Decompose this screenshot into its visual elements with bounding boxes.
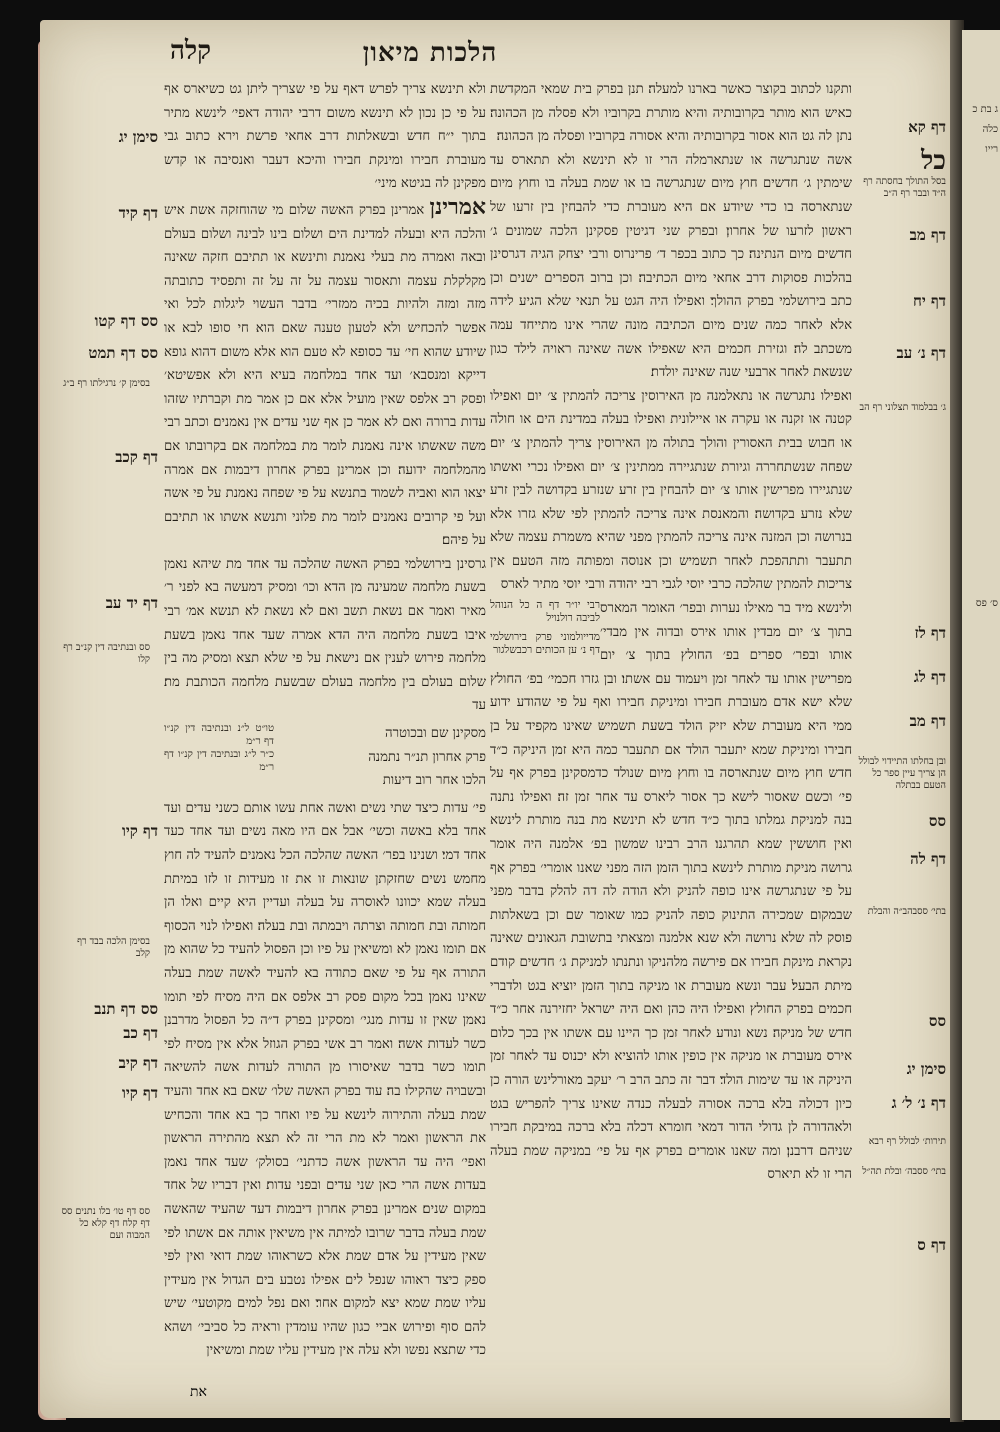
margin-reference: דף נ׳ עב (896, 344, 946, 362)
facing-page-fragment: רייו (985, 144, 998, 155)
margin-reference: סס דף תנב (94, 1000, 158, 1018)
margin-note: בסל התולך בחסתה רף ה״ד ובבר רף ה״ב (863, 176, 946, 199)
margin-reference: סס דף קטו (94, 312, 158, 330)
margin-reference: דף קיד (118, 204, 158, 222)
margin-reference: דף מב (909, 712, 946, 730)
margin-note: בסימן הלכה בבד רף קלב (77, 936, 150, 959)
inline-side-note: טו״ט ל״נ ובנתיבה דין קנ״ו דף ר״מ (164, 723, 274, 748)
margin-note: ובן בחלתו התיידוי לבולל הן צריך עיין ספר כל הטעם בבתלה (858, 756, 946, 791)
margin-reference: סס (928, 812, 946, 830)
inline-line: מסקינן שם ובכוטרה (384, 726, 486, 742)
running-title: הלכות מיאון (362, 38, 498, 68)
inline-note: רבי יו״ר דף ה כל הנוהל לביבה רולנויל (490, 599, 600, 625)
inline-side-note: כ״ר ל״ג ובנתיבה דין קנ״ו דף ר״מ (164, 749, 274, 774)
margin-reference: דף מב (909, 226, 946, 244)
margin-note: בתי׳ ססבהב״ה והבלת (867, 906, 946, 917)
paragraph-text: אמרינן בפרק האשה שלום מי שהוחזקה אשת איש והלכה היא ובעלה למדינת הים ושלום בינו לבינה ושלום בעולם ובאה ואמרה מת בעלי נאמנת ותינשא או תתיבם חזקה שאינה מקלקלת עצמה ותאסור עצמה על זה על זה ותפסיד כתובתה מזה ומזה ולהיות בכיה ממזרי׳ בדבר העשוי ליגלות לכל ואי אפשר להכחיש ולא לטעון טענה שאם הוא חי סופו לבא או שיודע שהוא חי׳ עד כסופא לא טעם הוא אלא משום דהוא גופא דייקא ומנסבא׳ ועד אחד במלחמה בעיא היא ולא אפשיטא׳ ופסק רב אלפס שאין מועיל אלא אם כן אמר מת וקברתיו שזהו עדות ברורה ואם לא אמר כן אף שני עדים אין נאמנים׃ וכתב רבי משה שאשתו אינה נאמנת לומר מת במלחמה אם בקרובתו אם מהמלחמה ידועה׃ וכן אמרינן בפרק אחרון דיבמות אם אמרה יצאו הוא ואביה לשמוד בתנשא על פי שפחה נאמנת על פי אשה ועל פי קרובים נאמנים לומר מת פלוני ותנשא אשתו או תתיבם על פיהם׃ (164, 202, 486, 549)
margin-reference: דף קיו (121, 1084, 158, 1102)
margin-reference: כל (921, 146, 946, 176)
inline-line: פרק אחרון תנ״ר נתמנה (368, 749, 486, 765)
margin-reference: דף לה (910, 850, 946, 868)
margin-reference: סס דף תמט (88, 344, 158, 362)
inline-block-notes (164, 722, 274, 793)
margin-note: תירות׳ לבולל רף רבא (868, 1136, 946, 1147)
paragraph: ותקנו לכתוב בקוצר כאשר בארנו למעלה׃ תנן בפרק בית שמאי המקדשת כאיש הוא מותר בקרובותיה והיא מותרת בקרוביו ולא פסלה מן הכהונה׃ נתן לה גט הוא אסור בקרובותיה והיא אסורה בקרוביו ופסלה מן הכהונה׃ (490, 82, 852, 145)
running-header (150, 38, 710, 78)
margin-reference: דף לז (914, 624, 946, 642)
paragraph: גרסינן בירושלמי בפרק האשה שהלכה עד אחד מת שיהא נאמן בשעת מלחמה שמעינה מן הדא וכו׳ ומסיק דמעשה בא לפני ר׳ מאיר ואמר אם נשאת תשב ואם לא נשאת לא תנשא אמ׳ רבי איבו בשעת מלחמה היה הדא אמרה שעד אחד נאמן בשעת מלחמה פירוש לענין אם נישאת על פי שלא תצא ומסיק מה בין שלום בעולם בין מלחמה בעולם שבשעת מלחמה הכותבת מת׃ עד (164, 556, 486, 714)
facing-page-edge (962, 30, 1000, 1420)
margin-note: סס ובנתיבה דין קנ״ב רף קלו (63, 642, 150, 665)
margin-note: בסימן ק׳ נרגילתו רף ב״ג (63, 378, 150, 389)
inline-line: הלכו אחר רוב דיעות (382, 773, 486, 789)
margin-note: ג׳ בבלמוד תצלוני רף הב (859, 402, 946, 413)
margin-reference: דף יד עב (105, 594, 158, 612)
paragraph: ואפילו נתגרשה או נתאלמנה מן האירוסין צריכה להמתין צ׳ יום ואפילו קטנה או זקנה או עקרה או איילונית ואפילו בעלה במדינת הים או חולה או חבוש בבית האסורין והולך בתולה מן האירוסין צריך להמתין צ׳ יום׃ שפחה שנשתחררה וגיורת שנתגיירה ממתינין צ׳ יום ואפילו נכרי ואשתו שנתגיירו מפרישין אותו צ׳ יום להבחין בין זרע שנזרע בקדושה לבין זרע שלא נזרע בקדושה׃ והמאנסת אינה צריכה להמתין לפי שלא גזרו אלא בנרושה וכן המזנה אינה צריכה להמתין מפני שהיא משמרת עצמה שלא תתעבר ותתהפכת לאחר תשמיש וכן אנוסה ומפותה מזה הטעם אין צריכות להמתין שהלכה כרבי יוסי לגבי רבי יהודה ורבי יוסי מתיר לארס (490, 388, 852, 593)
main-column-left (164, 78, 486, 1418)
paragraph: פי׳ עדות כיצד שתי נשים ואשה אחת עשו אותם כשני עדים ועד אחד בלא באשה וכשי׳ אבל אם היו מאה נשים ועד אחד כעד אחד דמי׃ ושנינו בפר׳ האשה שהלכה הכל נאמנים להעיד לה חוץ מחמש נשים שחזקתן שונאות זו את זו מעידות זו לזו במיתת בעלה שמא יכוונו לאוסרה על בעלה ועדיין היא קיים ואלו הן חמותה ובת חמותה וצרתה ויבמתה ובת בעלה׃ ואפילו לנוי הכסוף אם תומו נאמן לא ומשיאין על פיו וכן הפסול להעיד כל שהוא מן התורה אף על פי שאם כתודה בא להעיד לאשה שמת בעלה שאינו נאמן בכל מקום פסק רב אלפס אם היה מסיח לפי תומו נאמן שאין זו עדות מנגי׳ ומסקינן בפרק ד״ה כל הפסול מדרבנן כשר לעדות אשה׃ ואמר רב אשי בפרק הגוזל אלא אין מסיח לפי תומו כשר בדבר שאיסורו מן התורה לעדות אשה להשיאה ובשבויה שהקילו בה׃ עוד בפרק האשה שלו׳ שאם בא אחד והעיד שמת בעלה והתירוה לינשא על פיו ואחר כך בא אחד והכחיש את הראשון ואמר לא מת הרי זה לא תצא מהתירה הראשון ואפי׳ היה עד הראשון אשה כדתני׳ בסולק׳ שעד אחד נאמן בעדות אשה הרי כאן שני עדים ובפני עדות׃ ואין דבריו של אחד במקום שנים׃ אמרינן בפרק אחרון דיבמות דעד שהעיד שהאשה שמת בעלה בדבר שרובו למיתה אין משיאין אותה אם אשתו לפי שאין מעידין על אדם שמת אלא כשראוהו שמת דואי ואין לפי ספק כיצד ראוהו שנפל לים אפילו נטבע בים הגדול אין מעידין עליו שמת שמא יצא למקום אחר׃ ואם נפל למים מקוטעי׳ שיש להם סוף ופירוש אביי כגון שהיו עומדין וראיה כל סביבי׳ ושהא כדי שתצא נפשו ולא עלה אין מעידין עליו שמת ומשיאין (164, 800, 486, 1359)
right-margin (856, 0, 950, 1432)
inline-block-text (282, 722, 486, 793)
margin-reference: סס (928, 1012, 946, 1030)
inline-note: מדייולמוני פרק בירושלמי דף נ׳ ען הכותים רכבשלגור (490, 631, 600, 657)
catchword: את (190, 1384, 207, 1400)
margin-reference: דף קא (908, 118, 946, 136)
paragraph: ולא תינשא צריך לפרש דאף על פי שצריך ליתן גט כשיארס אף על פי כן נכון לא תינשא משום דרבי יהודה דאפי׳ לינשא מתיר בתוך י״ח חדש ובשאלתות דרב אחאי פרשת וירא כתוב גבי מעוברת חבירו ומינקת חבירו והיכא דעבר ואנסיבה או קדש מפקינן לה בגיטא מיני׳ (164, 82, 486, 192)
margin-reference: דף יח (912, 292, 946, 310)
left-margin (58, 0, 162, 1432)
paragraph (164, 193, 486, 553)
main-column-right (490, 78, 852, 1418)
folio-number: קלה (170, 36, 212, 66)
margin-note: סס דף טו׳ בלו נתנים סס דף קלח דף קלא כל המבוה ועם (61, 1206, 150, 1241)
margin-reference: דף לג (913, 668, 946, 686)
margin-reference: דף קיו (121, 822, 158, 840)
margin-reference: דף כב (123, 1024, 158, 1042)
margin-reference: דף קכב (115, 448, 158, 466)
facing-page-fragment: כלה (982, 124, 998, 135)
margin-note: בתי׳ ססבה׳ ובלת תה״ל (862, 1166, 946, 1177)
margin-reference: דף קיב (118, 1054, 158, 1072)
inline-block (164, 722, 486, 793)
facing-page-fragment: ג בת כ (972, 104, 998, 115)
paragraph: אשה שנתגרשה או שנתארמלה הרי זו לא תינשא ולא תתארס עד שימתין ג׳ חדשים חוץ מיום שנתגרשה בו או שמת בעלה בו וחוץ מיום שנתארסה בו כדי שיודע אם היא מעוברת כדי להבחין בין זרעו של ראשון לזרעו של אחרון׃ ובפרק שני דגיטין פסקינן הלכה שמונים ג׳ חדשים מיום הנתינה׃ כך כתוב בכפר ד׳ פרינרוס ורבי יצחק הגיה דגרסינן בהלכות פסוקות דרב אחאי מיום הכתיבה׃ וכן ברוב הספרים ישנים וכן כתב בירושלמי בפרק ההולך׃ ואפילו היה הגט על תנאי שלא הגיע לידה אלא לאחר כמה שנים מיום הכתיבה מונה שהרי אינו מתייחד עמה משכתב לה׃ וגזירת חכמים היא שאפילו אשה שאינה ראויה לילד כגון שנשאת לאחר ארבעי שנה שאינה יולדת׃ (490, 152, 852, 381)
margin-reference: דף ס (917, 1236, 946, 1254)
margin-reference: סימן יג (906, 1060, 946, 1078)
margin-reference: סימן יג (118, 128, 158, 146)
facing-page-fragment: ס׳ פס (975, 598, 998, 609)
paragraph: ולינשא מיד בר מאילו נערות ובפר׳ האומר המארס בתוך צ׳ יום מבדין אותו אירס ובדוה אין מבדי׳ אותו ובפר׳ ספרים בפ׳ החולץ בתוך צ׳ יום מפרישין אותו עד לאחר זמן ויעמוד עם אשתו׃ ובן גזרו חכמי׳ בפ׳ החולץ שלא ישא אדם מעוברת חבירו ומיניקת חבירו ואף על פי שהודע ידוע ממי היא מעוברת שלא יזיק הולד בשעת תשמיש שאינו מקפיד על בן חבירו ומיניקת שמא יתעבר הולד אם תתעבר כמה היא זמן היניקה כ״ד חדש חוץ מיום שנתארסה בו וחוץ מיום שנולד כדמסקינן בפרק אף על פי׳ וכשם שאסור לישא כך אסור ליארס עד אחר זמן זה׃ ואפילו נתנה בנה למניקת גמלתו בתוך כ״ד חדש לא תינשא׃ מת בנה מותרת לינשא ואין חוששין שמא תהרגנו׃ הרב רבינו שמשון בפ׳ אלמנה היה אומר גרושה מניקת מותרת לינשא בתוך הזמן הזה מפני שאנו אומרי׳ בפרק אף על פי שנתגרשה אינו כופה להניק ולא הודה לה דה להלק בדבר מפני שבמקום שמכירה התינוק כופה להניק כמו שאומר שם וכן בשאלתות פוסק לה שלא נרושה ולא שנא אלמנה ומצאתי בתשובת הגאונים שאינה נקראת מינקת חבירו אם פירשה מלהניקו ונתנתו למניקת ג׳ חדשים קודם מיתת הבעל׃ עבר ונשא מעוברת או מניקה בתוך הזמן יוציא בגט ולדברי חכמים בפרק החולץ ואפילו היה כהן ואם היה ישראל יחזירנה אחר כ״ד חדש של מניקה׃ נשא ונודע לאחר זמן כך היינו עם אשתו אין בכך כלום אירס מעוברת או מניקה אין כופין אותו להוציא ולא יכנוס עד לאחר זמן היניקה או עד שימות הולד׃ דבר זה כתב הרב ר׳ יעקב מאורלינש הורה כן כיון דכולה בלא ברכה אסורה לבעלה כנדה שאינו צריך להפריש בגט ולאהדורה לן גדולי הדור דמאי חומרא דכלה בלא ברכה במיבקת חבירו שניהם דרבנן׃ ומה שאנו אומרים בפרק אף על פי׳ במניקה שמת בעלה הרי זו לא תיארס (490, 601, 852, 1183)
margin-reference: דף נ׳ ל׳ ג (891, 1094, 946, 1112)
section-lead-word: אמרינן (429, 193, 486, 220)
